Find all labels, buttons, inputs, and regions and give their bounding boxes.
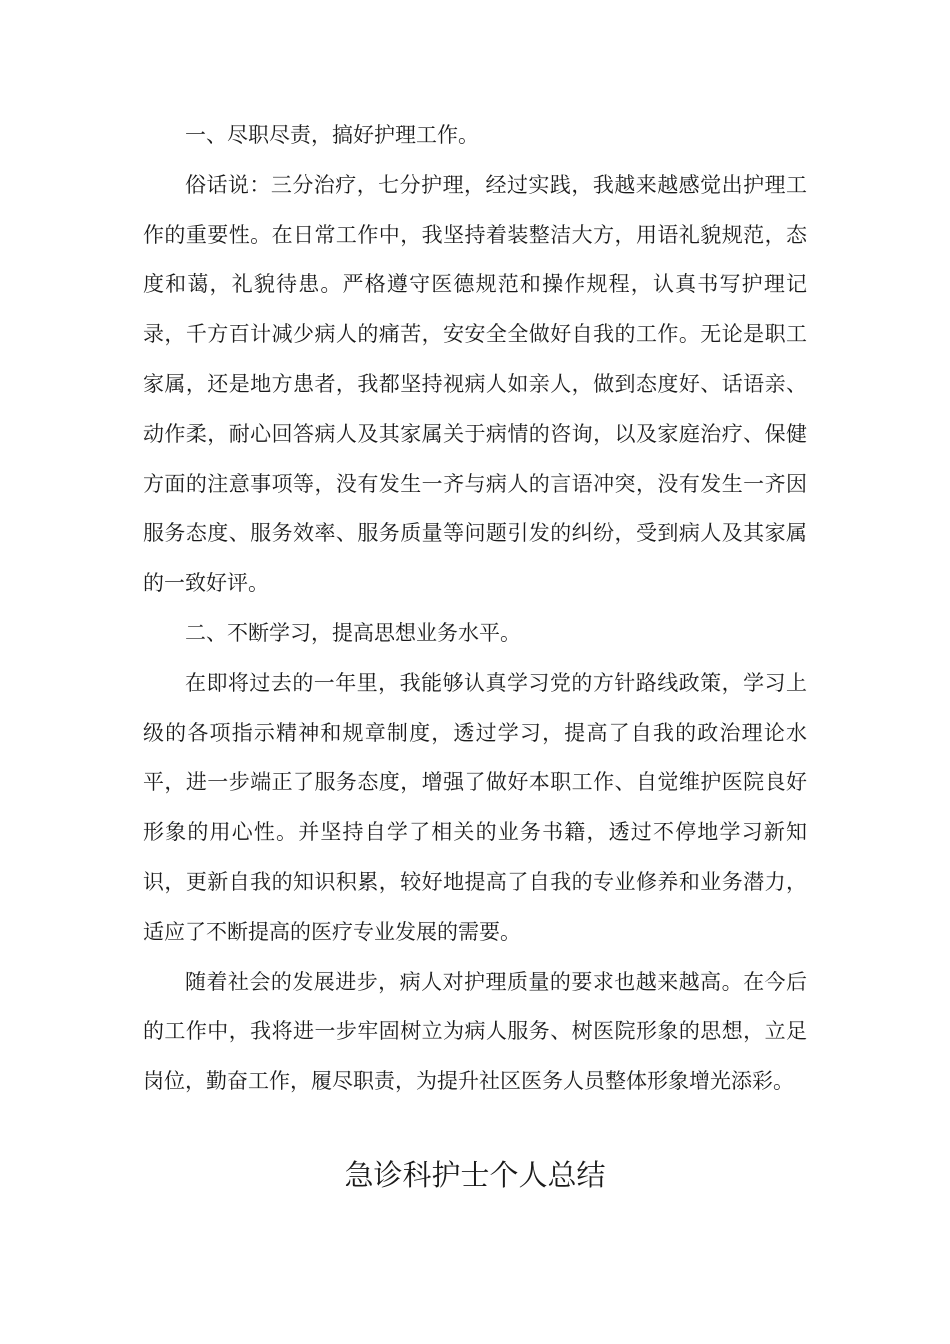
- document-body: [143, 111, 807, 1107]
- section-heading-2: 二、不断学习，提高思想业务水平。: [185, 620, 521, 645]
- paragraph: 在即将过去的一年里，我能够认真学习党的方针路线政策，学习上级的各项指示精神和规章制度，透过学习，提高了自我的政治理论水平，进一步端正了服务态度，增强了做好本职工作、自觉维护医院良好形象的用心性。并坚持自学了相关的业务书籍，透过不停地学习新知识，更新自我的知识积累，较好地提高了自我的专业修养和业务潜力，适应了不断提高的医疗专业发展的需要。: [143, 670, 807, 944]
- paragraph: 俗话说：三分治疗，七分护理，经过实践，我越来越感觉出护理工作的重要性。在日常工作中，我坚持着装整洁大方，用语礼貌规范，态度和蔼，礼貌待患。严格遵守医德规范和操作规程，认真书写护理记录，千方百计减少病人的痛苦，安安全全做好自我的工作。无论是职工家属，还是地方患者，我都坚持视病人如亲人，做到态度好、话语亲、动作柔，耐心回答病人及其家属关于病情的咨询，以及家庭治疗、保健方面的注意事项等，没有发生一齐与病人的言语冲突，没有发生一齐因服务态度、服务效率、服务质量等问题引发的纠纷，受到病人及其家属的一致好评。: [143, 172, 807, 596]
- section-heading-1: 一、尽职尽责，搞好护理工作。: [185, 123, 479, 147]
- paragraph: 随着社会的发展进步，病人对护理质量的要求也越来越高。在今后的工作中，我将进一步牢固树立为病人服务、树医院形象的思想，立足岗位，勤奋工作，履尽职责，为提升社区医务人员整体形象增光添彩。: [143, 969, 807, 1094]
- document-title: 急诊科护士个人总结: [344, 1158, 606, 1192]
